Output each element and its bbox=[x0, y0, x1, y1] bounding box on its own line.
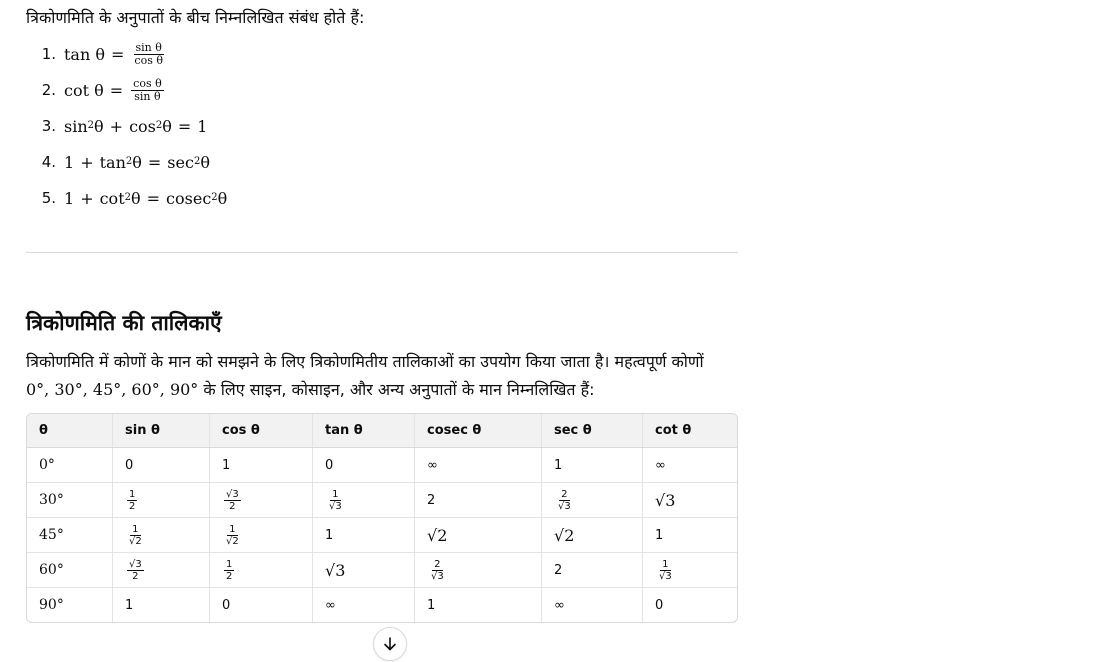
arrow-down-icon bbox=[382, 636, 398, 652]
intro-text: त्रिकोणमिति के अनुपातों के बीच निम्नलिखित संबंध होते हैं: bbox=[26, 8, 365, 27]
table-cell bbox=[210, 518, 313, 553]
divider bbox=[26, 252, 738, 253]
table-row bbox=[27, 588, 737, 623]
table-cell: 30° bbox=[27, 483, 113, 518]
column-header: sin θ bbox=[113, 414, 210, 448]
table-cell: 0 bbox=[113, 448, 210, 483]
table-cell: 1 bbox=[113, 588, 210, 623]
table-cell: 0 bbox=[210, 588, 313, 623]
column-header: cot θ bbox=[643, 414, 738, 448]
table-cell: 1 bbox=[313, 518, 415, 553]
table-cell: 1 bbox=[415, 588, 542, 623]
list-item: 5. 1 + cot 2 θ = cosec 2 θ bbox=[41, 188, 228, 208]
table-cell: 60° bbox=[27, 553, 113, 588]
column-header: cos θ bbox=[210, 414, 313, 448]
table-cell bbox=[542, 483, 643, 518]
table-cell: 1 bbox=[210, 448, 313, 483]
table-cell: ∞ bbox=[415, 448, 542, 483]
table-cell bbox=[415, 553, 542, 588]
fraction: $\frac{√3}{2}$ bbox=[129, 558, 142, 582]
table-cell: 0 bbox=[655, 597, 664, 613]
table-row bbox=[27, 553, 737, 588]
trig-table bbox=[26, 413, 738, 623]
table-cell: ∞ bbox=[643, 448, 738, 483]
column-header: tan θ bbox=[313, 414, 415, 448]
table-cell: √3 bbox=[643, 483, 738, 518]
table-cell: 1 bbox=[643, 518, 738, 553]
table-cell: √2 bbox=[415, 518, 542, 553]
section-heading: त्रिकोणमिति की तालिकाएँ bbox=[26, 311, 222, 335]
table-cell: 0 bbox=[313, 448, 415, 483]
list-item: 4. 1 + tan 2 θ = sec 2 θ bbox=[41, 152, 210, 172]
table-cell: √2 bbox=[542, 518, 643, 553]
fraction: $\frac{\text{cos θ}}{\text{sin θ}}$ bbox=[133, 76, 162, 103]
table-cell bbox=[313, 483, 415, 518]
column-header: cosec θ bbox=[415, 414, 542, 448]
table-cell bbox=[113, 518, 210, 553]
identity-list bbox=[26, 36, 426, 216]
section-paragraph: त्रिकोणमिति में कोणों के मान को समझने के लिए त्रिकोणमितीय तालिकाओं का उपयोग किया जाता है। महत्वपूर्ण कोणों 0°, 30°, 45°, 60°, 90° के लिए साइन, कोसाइन, और अन्य अनुपातों के मान निम्नलिखित हैं: bbox=[26, 352, 704, 399]
table-cell: 0° bbox=[27, 448, 113, 483]
table-row bbox=[27, 483, 737, 518]
fraction: $\frac{√3}{2}$ bbox=[226, 488, 239, 512]
fraction: $\frac{1}{√3}$ bbox=[659, 558, 672, 582]
fraction: $\frac{2}{√3}$ bbox=[431, 558, 444, 582]
table-header-row bbox=[27, 414, 737, 448]
fraction: $\frac{1}{√2}$ bbox=[226, 523, 239, 547]
fraction: $\frac{1}{2}$ bbox=[129, 488, 136, 512]
column-header: θ bbox=[27, 414, 113, 448]
fraction: $\frac{1}{√2}$ bbox=[129, 523, 142, 547]
table-cell bbox=[643, 553, 738, 588]
column-header: sec θ bbox=[542, 414, 643, 448]
table-cell bbox=[113, 483, 210, 518]
table-cell: 90° bbox=[27, 588, 113, 623]
list-item: 3. sin 2 θ + cos 2 θ = 1 bbox=[41, 116, 208, 136]
table-row bbox=[27, 518, 737, 553]
table-cell: ∞ bbox=[542, 588, 643, 623]
table-cell: ∞ bbox=[313, 588, 415, 623]
table-cell: 2 bbox=[415, 483, 542, 518]
table-cell: 2 bbox=[542, 553, 643, 588]
scroll-down-button[interactable] bbox=[373, 627, 407, 661]
fraction: $\frac{1}{2}$ bbox=[226, 558, 233, 582]
table-cell bbox=[113, 553, 210, 588]
table-cell bbox=[210, 553, 313, 588]
table-cell bbox=[210, 483, 313, 518]
table-cell: 1 bbox=[542, 448, 643, 483]
table-cell: √3 bbox=[313, 553, 415, 588]
list-item: 2. cot θ = $\frac{\text{cos θ}}{\text{sin θ}}$ bbox=[41, 76, 162, 103]
list-item: 1. tan θ = $\frac{\text{sin θ}}{\text{cos θ}}$ bbox=[41, 40, 163, 67]
table-row bbox=[27, 448, 737, 483]
fraction: $\frac{2}{√3}$ bbox=[558, 488, 571, 512]
fraction: $\frac{\text{sin θ}}{\text{cos θ}}$ bbox=[134, 40, 163, 67]
fraction: $\frac{1}{√3}$ bbox=[329, 488, 342, 512]
table-cell: 45° bbox=[27, 518, 113, 553]
